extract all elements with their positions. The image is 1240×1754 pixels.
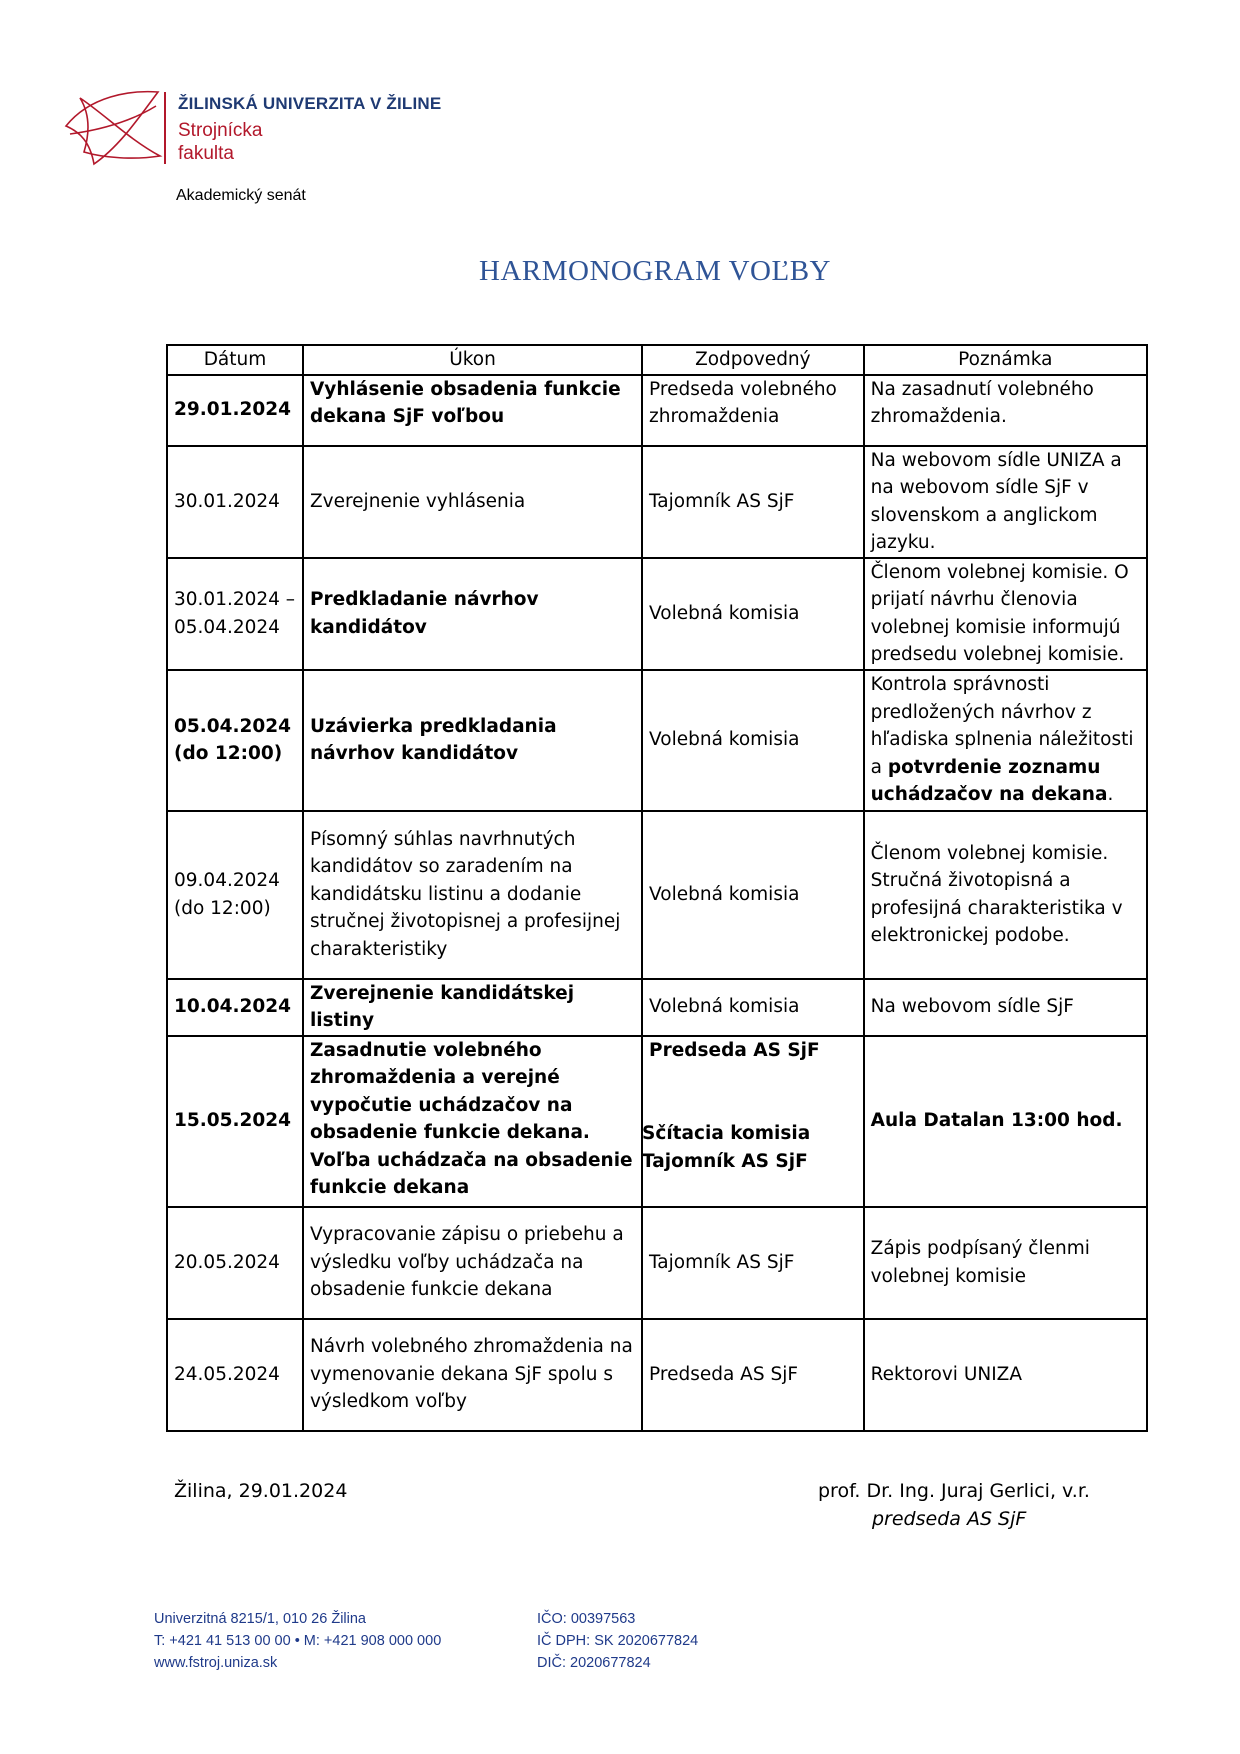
faculty-line-1: Strojnícka: [178, 120, 263, 141]
row-responsible: Tajomník AS SjF: [642, 1207, 864, 1319]
row-action: Zverejnenie vyhlásenia: [303, 446, 642, 558]
row-responsible: Tajomník AS SjF: [642, 446, 864, 558]
row-action: [303, 1036, 642, 1207]
row-date: 24.05.2024: [167, 1319, 303, 1431]
row-responsible: Volebná komisia: [642, 811, 864, 979]
note-text: Kontrola správnosti predložených návrhov z hľadiska splnenia náležitosti a: [870, 674, 1134, 778]
row-date: 05.04.2024 (do 12:00): [167, 670, 303, 811]
row-responsible: Volebná komisia: [642, 558, 864, 670]
table-header-row: [167, 345, 1147, 375]
table-row: [167, 1036, 1147, 1207]
responsible-chair: Predseda AS SjF: [649, 1039, 820, 1061]
row-responsible: Predseda volebného zhromaždenia: [642, 375, 864, 446]
row-responsible: Volebná komisia: [642, 670, 864, 811]
row-note: Na webovom sídle UNIZA a na webovom sídle SjF v slovenskom a anglickom jazyku.: [864, 446, 1147, 558]
faculty-name: [178, 119, 262, 165]
footer-icdph: IČ DPH: SK 2020677824: [537, 1633, 699, 1649]
responsible-counting: Sčítacia komisia: [642, 1123, 811, 1144]
header-responsible: Zodpovedný: [642, 345, 864, 375]
footer-web-link[interactable]: www.fstroj.uniza.sk: [154, 1655, 278, 1671]
table-row: [167, 670, 1147, 811]
table-row: [167, 1207, 1147, 1319]
row-note: Aula Datalan 13:00 hod.: [864, 1036, 1147, 1207]
responsible-secretary: Tajomník AS SjF: [642, 1150, 808, 1172]
schedule-table: [166, 344, 1148, 1432]
signatory-name: prof. Dr. Ing. Juraj Gerlici, v.r.: [818, 1480, 1090, 1502]
row-note: Rektorovi UNIZA: [864, 1319, 1147, 1431]
row-note: Zápis podpísaný členmi volebnej komisie: [864, 1207, 1147, 1319]
row-note: Členom volebnej komisie. Stručná životopisná a profesijná charakteristika v elektronickej podobe.: [864, 811, 1147, 979]
row-note: Členom volebnej komisie. O prijatí návrhu členovia volebnej komisie informujú predsedu volebnej komisie.: [864, 558, 1147, 670]
row-note: [864, 670, 1147, 811]
header-note: Poznámka: [864, 345, 1147, 375]
row-date: 20.05.2024: [167, 1207, 303, 1319]
note-emphasis: potvrdenie zoznamu uchádzačov na dekana: [870, 756, 1108, 806]
header-action: Úkon: [303, 345, 642, 375]
footer-registration: [537, 1608, 698, 1674]
row-date: 09.04.2024 (do 12:00): [167, 811, 303, 979]
table-row: [167, 375, 1147, 446]
table-row: [167, 979, 1147, 1036]
row-date: 10.04.2024: [167, 979, 303, 1036]
senate-label: Akademický senát: [176, 187, 306, 204]
row-action: Vyhlásenie obsadenia funkcie dekana SjF voľbou: [303, 375, 642, 446]
row-date: 30.01.2024 – 05.04.2024: [167, 558, 303, 670]
row-action: Vypracovanie zápisu o priebehu a výsledku voľby uchádzača na obsadenie funkcie dekana: [303, 1207, 642, 1319]
signatory-role: predseda AS SjF: [872, 1508, 1027, 1530]
row-action: Uzávierka predkladania návrhov kandidátov: [303, 670, 642, 811]
row-note: Na webovom sídle SjF: [864, 979, 1147, 1036]
footer-address: Univerzitná 8215/1, 010 26 Žilina: [154, 1611, 366, 1627]
footer-dic: DIČ: 2020677824: [537, 1655, 651, 1671]
row-action: Predkladanie návrhov kandidátov: [303, 558, 642, 670]
row-responsible: Volebná komisia: [642, 979, 864, 1036]
row-action: Zverejnenie kandidátskej listiny: [303, 979, 642, 1036]
university-name: ŽILINSKÁ UNIVERZITA V ŽILINE: [178, 94, 442, 113]
university-logo: [60, 86, 168, 168]
row-action: Návrh volebného zhromaždenia na vymenovanie dekana SjF spolu s výsledkom voľby: [303, 1319, 642, 1431]
action-election: Voľba uchádzača na obsadenie funkcie dekana: [309, 1149, 633, 1198]
row-responsible: [642, 1036, 864, 1207]
table-row: [167, 1319, 1147, 1431]
footer-contact: [154, 1608, 441, 1674]
row-note: Na zasadnutí volebného zhromaždenia.: [864, 375, 1147, 446]
action-hearing: Zasadnutie volebného zhromaždenia a verejné vypočutie uchádzačov na obsadenie funkcie dekana.: [309, 1039, 590, 1143]
footer-ico: IČO: 00397563: [537, 1611, 636, 1627]
row-date: 29.01.2024: [167, 375, 303, 446]
faculty-line-2: fakulta: [178, 143, 234, 164]
header-date: Dátum: [167, 345, 303, 375]
table-row: [167, 811, 1147, 979]
note-end: .: [1107, 784, 1114, 806]
row-responsible: Predseda AS SjF: [642, 1319, 864, 1431]
row-action: Písomný súhlas navrhnutých kandidátov so zaradením na kandidátsku listinu a dodanie stručnej životopisnej a profesijnej charakteristiky: [303, 811, 642, 979]
table-row: [167, 446, 1147, 558]
place-date: Žilina, 29.01.2024: [174, 1480, 348, 1502]
row-date: 15.05.2024: [167, 1036, 303, 1207]
page-title: HARMONOGRAM VOĽBY: [479, 255, 831, 287]
row-date: 30.01.2024: [167, 446, 303, 558]
logo-divider: [164, 92, 166, 164]
footer-phone: T: +421 41 513 00 00 • M: +421 908 000 000: [154, 1633, 442, 1649]
table-row: [167, 558, 1147, 670]
